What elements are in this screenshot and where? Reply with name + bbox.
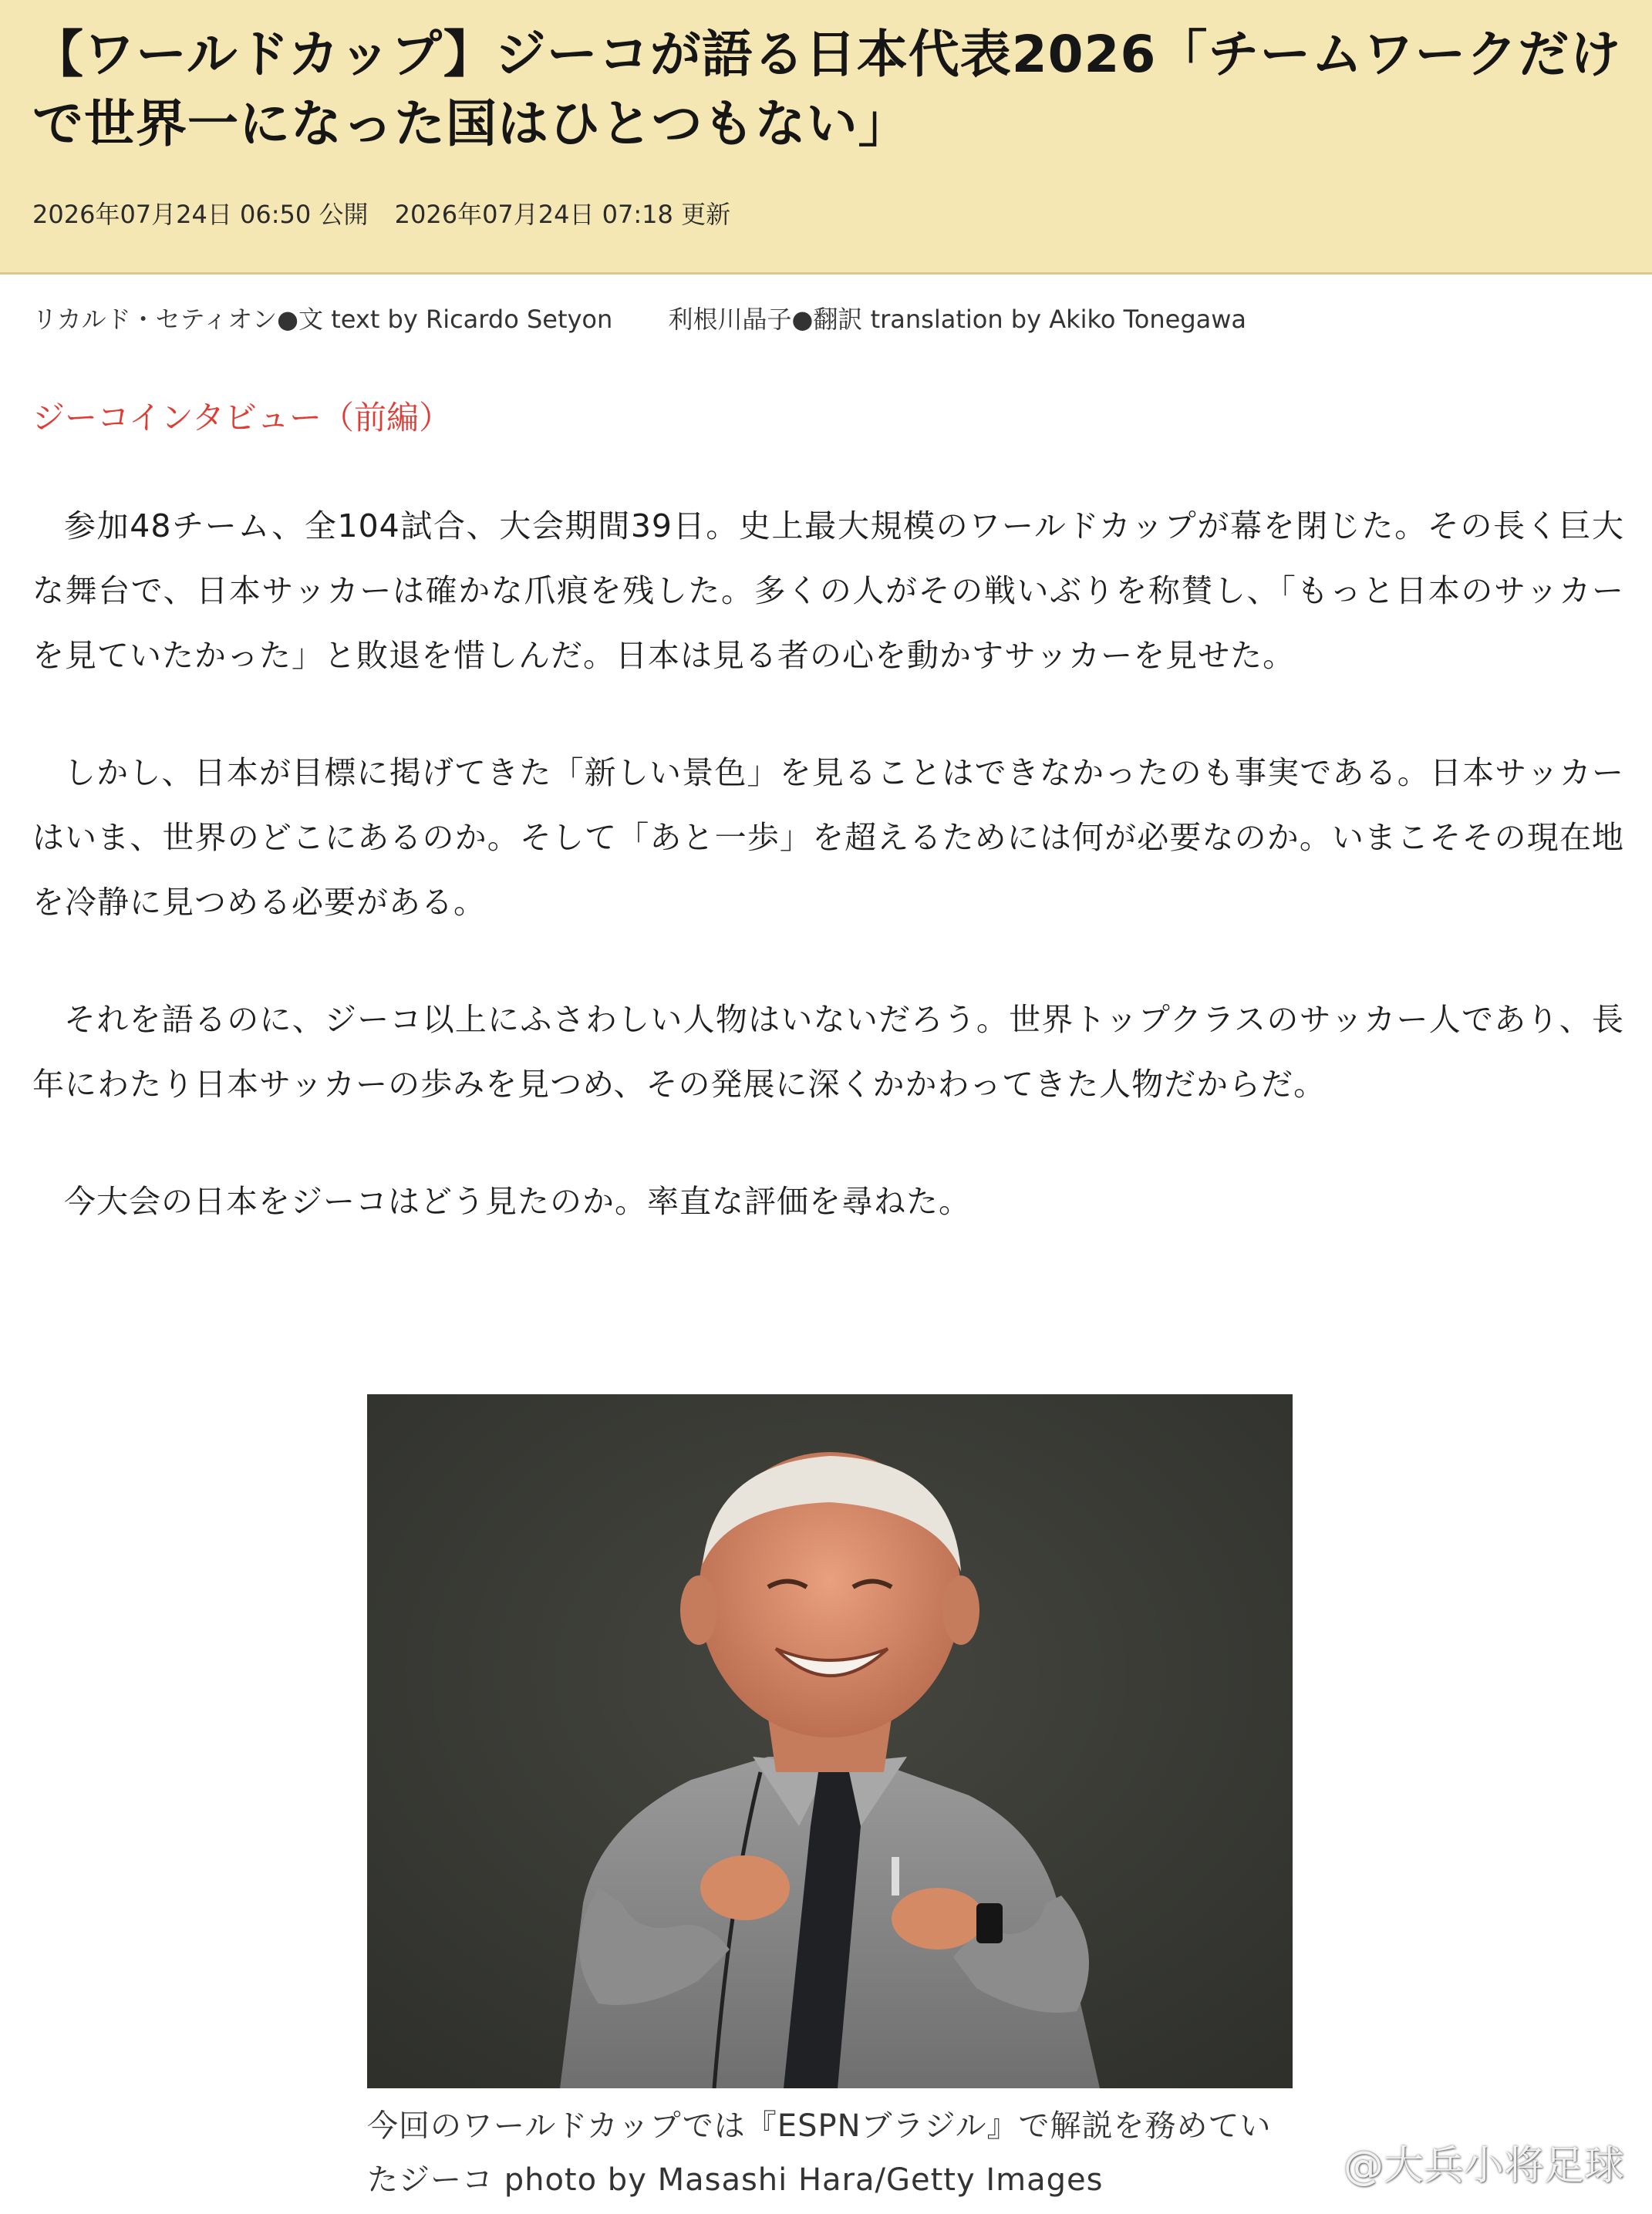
paragraph: それを語るのに、ジーコ以上にふさわしい人物はいないだろう。世界トップクラスのサッカー人であり、長年にわたり日本サッカーの歩みを見つめ、その発展に深くかかわってきた人物だからだ。 [32, 1001, 1624, 1103]
series-label: ジーコインタビュー（前編） [32, 399, 452, 436]
paragraph: 参加48チーム、全104試合、大会期間39日。史上最大規模のワールドカップが幕を閉じた。その長く巨大な舞台で、日本サッカーは確かな爪痕を残した。多くの人がその戦いぶりを称賛し、「もっと日本のサッカーを見ていたかった」と敗退を惜しんだ。日本は見る者の心を動かすサッカーを見せた。 [32, 507, 1624, 674]
updated-date: 2026年07月24日 07:18 更新 [394, 200, 731, 229]
watermark [1297, 2143, 1624, 2189]
paragraph: しかし、日本が目標に掲げてきた「新しい景色」を見ることはできなかったのも事実である。日本サッカーはいま、世界のどこにあるのか。そして「あと一歩」を超えるためには何が必要なのか。いまこそその現在地を冷静に見つめる必要がある。 [32, 754, 1624, 921]
published-date: 2026年07月24日 06:50 公開 [32, 200, 369, 229]
photo-illustration [367, 1394, 1293, 2088]
author-credit: リカルド・セティオン●文 text by Ricardo Setyon [32, 305, 613, 334]
translator-credit: 利根川晶子●翻訳 translation by Akiko Tonegawa [668, 305, 1247, 334]
weibo-icon [1297, 2152, 1337, 2185]
watermark-text: @大兵小将足球 [1343, 2143, 1624, 2189]
photo-caption: 今回のワールドカップでは『ESPNブラジル』で解説を務めていたジーコ photo by Masashi Hara/Getty Images [367, 2108, 1272, 2198]
byline [32, 302, 1246, 336]
article-title: 【ワールドカップ】ジーコが語る日本代表2026「チームワークだけで世界一になった国はひとつもない」 [32, 25, 1622, 153]
article-photo [367, 1394, 1293, 2088]
article-body [32, 494, 1624, 1286]
article-dates [32, 199, 749, 230]
article-header [0, 0, 1652, 275]
paragraph: 今大会の日本をジーコはどう見たのか。率直な評価を尋ねた。 [64, 1183, 971, 1220]
